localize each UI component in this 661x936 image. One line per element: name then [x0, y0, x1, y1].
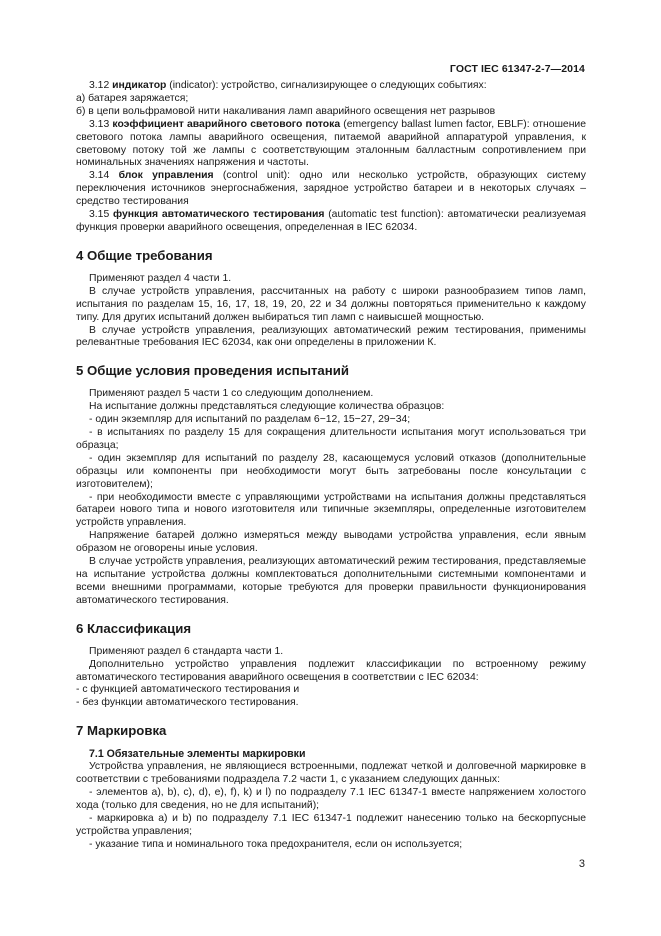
section-7-heading: 7 Маркировка — [76, 723, 167, 739]
list-item: - элементов a), b), c), d), e), f), k) и l) по подразделу 7.1 IEC 61347-1 вместе напряжением холостого хода (только для сведения, но не для испытаний); — [76, 787, 586, 811]
paragraph: Устройства управления, не являющиеся встроенными, подлежат четкой и долговечной маркировке в соответствии с требованиями подраздела 7.2 части 1, с указанием следующих данных: — [76, 761, 586, 786]
definition-text: (control unit): одно или несколько устройств, образующих систему переключения источников энергоснабжения, зарядное устройство батареи и в некоторых случаях – средство тестирования — [76, 170, 587, 208]
paragraph: На испытание должны представляться следующие количества образцов: — [89, 401, 445, 413]
section-5-heading: 5 Общие условия проведения испытаний — [76, 363, 349, 379]
paragraph: Применяют раздел 4 части 1. — [89, 272, 232, 284]
list-item: - маркировка a) и b) по подразделу 7.1 IEC 61347-1 подлежит нанесению только на бескорпусные устройства управления; — [76, 812, 586, 837]
paragraph: Применяют раздел 6 стандарта части 1. — [89, 645, 284, 657]
term: блок управления — [118, 170, 214, 182]
section-4-heading: 4 Общие требования — [76, 247, 213, 263]
page-content — [76, 80, 586, 852]
definition-3-13 — [76, 119, 586, 171]
definitions-block — [76, 80, 586, 235]
list-item: - в испытаниях по разделу 15 для сокращения длительности испытания могут использоваться три образца; — [76, 427, 586, 451]
definition-item: б) в цепи вольфрамовой нити накаливания ламп аварийного освещения нет разрывов — [76, 105, 496, 117]
list-item: - без функции автоматического тестирования. — [76, 697, 299, 709]
definition-text: (indicator): устройство, сигнализирующее о следующих событиях: — [166, 80, 487, 91]
clause-number: 3.15 — [89, 209, 110, 221]
paragraph: Дополнительно устройство управления подлежит классификации по встроенному режиму автоматического тестирования аварийного освещения в соответствии с IEC 62034: — [76, 658, 586, 683]
list-item: - с функцией автоматического тестирования и — [76, 684, 300, 696]
clause-number: 3.12 — [89, 80, 110, 91]
list-item: - один экземпляр для испытаний по разделам 6−12, 15−27, 29−34; — [89, 414, 411, 426]
definition-3-15 — [76, 209, 586, 235]
clause-number: 3.14 — [89, 170, 110, 182]
term: функция автоматического тестирования — [113, 209, 325, 221]
subsection-7-1-heading: 7.1 Обязательные элементы маркировки — [89, 748, 306, 761]
term: коэффициент аварийного светового потока — [112, 118, 341, 130]
paragraph: В случае устройств управления, рассчитанных на работу с широки разнообразием типов ламп, испытания по разделам 15, 16, 17, 18, 19, 20, 22 и 34 должны повторяться применительно к каждому типу. Для других испытаний должен выбираться тип ламп с наивысшей мощностью. — [76, 285, 586, 323]
paragraph: Напряжение батарей должно измеряться между выводами устройства управления, если явным образом не оговорены иные условия. — [76, 530, 586, 555]
term: индикатор — [112, 80, 167, 91]
definition-3-14 — [76, 170, 586, 209]
definition-3-12 — [76, 80, 586, 93]
paragraph: В случае устройств управления, реализующих автоматический режим тестирования, представляемые на испытание устройства должны комплектоваться дополнительными системными компонентами и всеми внешними программами, которые требуются для проверки правильности функционирования автоматического тестирования. — [76, 556, 586, 606]
list-item: - указание типа и номинального тока предохранителя, если он используется; — [89, 838, 463, 850]
clause-number: 3.13 — [89, 118, 110, 130]
page-number: 3 — [578, 858, 585, 870]
list-item: - при необходимости вместе с управляющими устройствами на испытания должны представляться батареи нового типа и нового изготовителя или типичные экземпляры, определенные изготовителем устройств управления. — [76, 491, 586, 529]
paragraph: Применяют раздел 5 части 1 со следующим дополнением. — [89, 388, 374, 400]
standard-header: ГОСТ IEC 61347-2-7—2014 — [449, 63, 585, 75]
definition-text: (automatic test function): автоматически реализуемая функция проверки аварийного освещения, определенная в IEC 62034. — [76, 209, 587, 233]
paragraph: В случае устройств управления, реализующих автоматический режим тестирования, применимы релевантные требования IEC 62034, как они определены в приложении К. — [76, 324, 586, 349]
definition-text: (emergency ballast lumen factor, EBLF): отношение светового потока лампы аварийного освещения, питаемой аварийной аппаратурой управления, к световому потоку той же лампы с соответствующим эталонным балластным сопротивлением при номинальных значениях напряжения и частоты. — [76, 118, 587, 169]
list-item: - один экземпляр для испытаний по разделу 28, касающемуся условий отказов (дополнительные образцы или компоненты при необходимости могут быть затребованы после консультации с изготовителем); — [76, 452, 586, 490]
definition-item: а) батарея заряжается; — [76, 92, 189, 104]
section-6-heading: 6 Классификация — [76, 620, 192, 636]
